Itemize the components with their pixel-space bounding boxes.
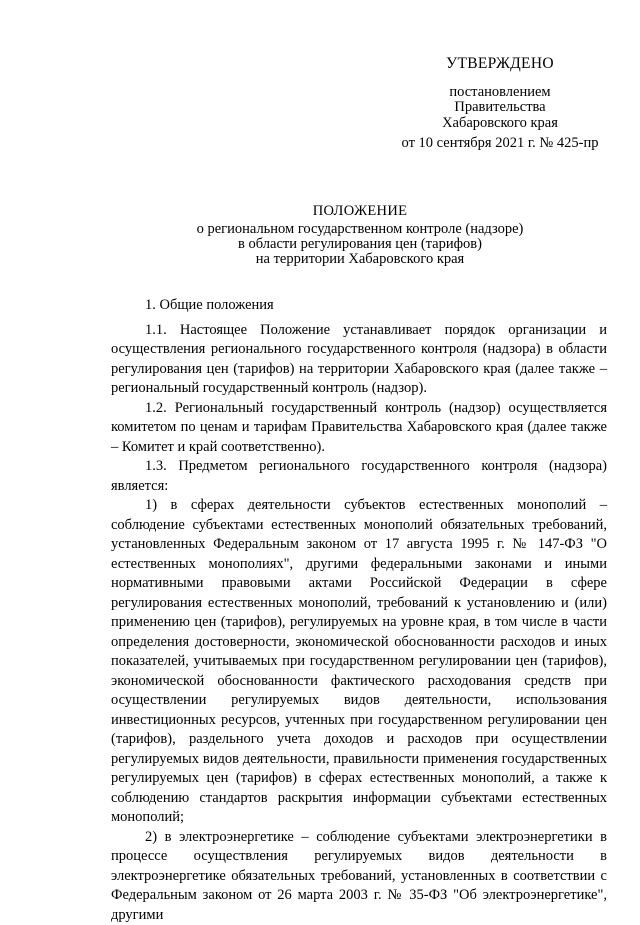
paragraph-1-1: 1.1. Настоящее Положение устанавливает порядок организации и осуществления регионального государственного контроля (надзора) в области регулирования цен (тарифов) на территории Хабаровского края (далее также – региональный государственный контроль (надзор). (111, 321, 607, 399)
paragraph-item-1: 1) в сферах деятельности субъектов естественных монополий – соблюдение субъектами естественных монополий обязательных требований, установленных Федеральным законом от 17 августа 1995 г. № 147-ФЗ "О естественных монополиях", другими федеральными законами и иными нормативными правовыми актами Российской Федерации в сфере регулирования естественных монополий, требований к установлению и (или) применению цен (тарифов), регулируемых на уровне края, в том числе в части определения достоверности, экономической обоснованности расходов и иных показателей, учитываемых при государственном регулировании цен (тарифов), экономической обоснованности фактического расходования средств при осуществлении регулируемых видов деятельности, использования инвестиционных ресурсов, учтенных при государственном регулировании цен (тарифов), раздельного учета доходов и расходов при осуществлении регулируемых видов деятельности, правильности применения государственных регулируемых цен (тарифов) в сферах естественных монополий, а также к соблюдению стандартов раскрытия информации субъектами естественных монополий; (111, 496, 607, 828)
approval-heading: УТВЕРЖДЕНО (390, 56, 610, 72)
approval-stamp (390, 56, 610, 152)
approval-line: Хабаровского края (390, 116, 610, 132)
section-heading: 1. Общие положения (111, 296, 607, 316)
document-title: ПОЛОЖЕНИЕ (120, 204, 600, 219)
approval-date: от 10 сентября 2021 г. № 425-пр (390, 136, 610, 152)
document-body (111, 296, 607, 925)
document-subtitle-line: в области регулирования цен (тарифов) (120, 237, 600, 252)
approval-line: постановлением (390, 85, 610, 101)
document-title-block (120, 204, 600, 267)
paragraph-1-2: 1.2. Региональный государственный контроль (надзор) осуществляется комитетом по ценам и тарифам Правительства Хабаровского края (далее также – Комитет и край соответственно). (111, 399, 607, 458)
paragraph-item-2: 2) в электроэнергетике – соблюдение субъектами электроэнергетики в процессе осуществления регулируемых видов деятельности в электроэнергетике обязательных требований, установленных в соответствии с Федеральным законом от 26 марта 2003 г. № 35-ФЗ "Об электроэнергетике", другими (111, 828, 607, 925)
approval-line: Правительства (390, 100, 610, 116)
document-subtitle-line: на территории Хабаровского края (120, 252, 600, 267)
paragraph-1-3: 1.3. Предметом регионального государственного контроля (надзора) является: (111, 457, 607, 496)
document-subtitle-line: о региональном государственном контроле (надзоре) (120, 222, 600, 237)
